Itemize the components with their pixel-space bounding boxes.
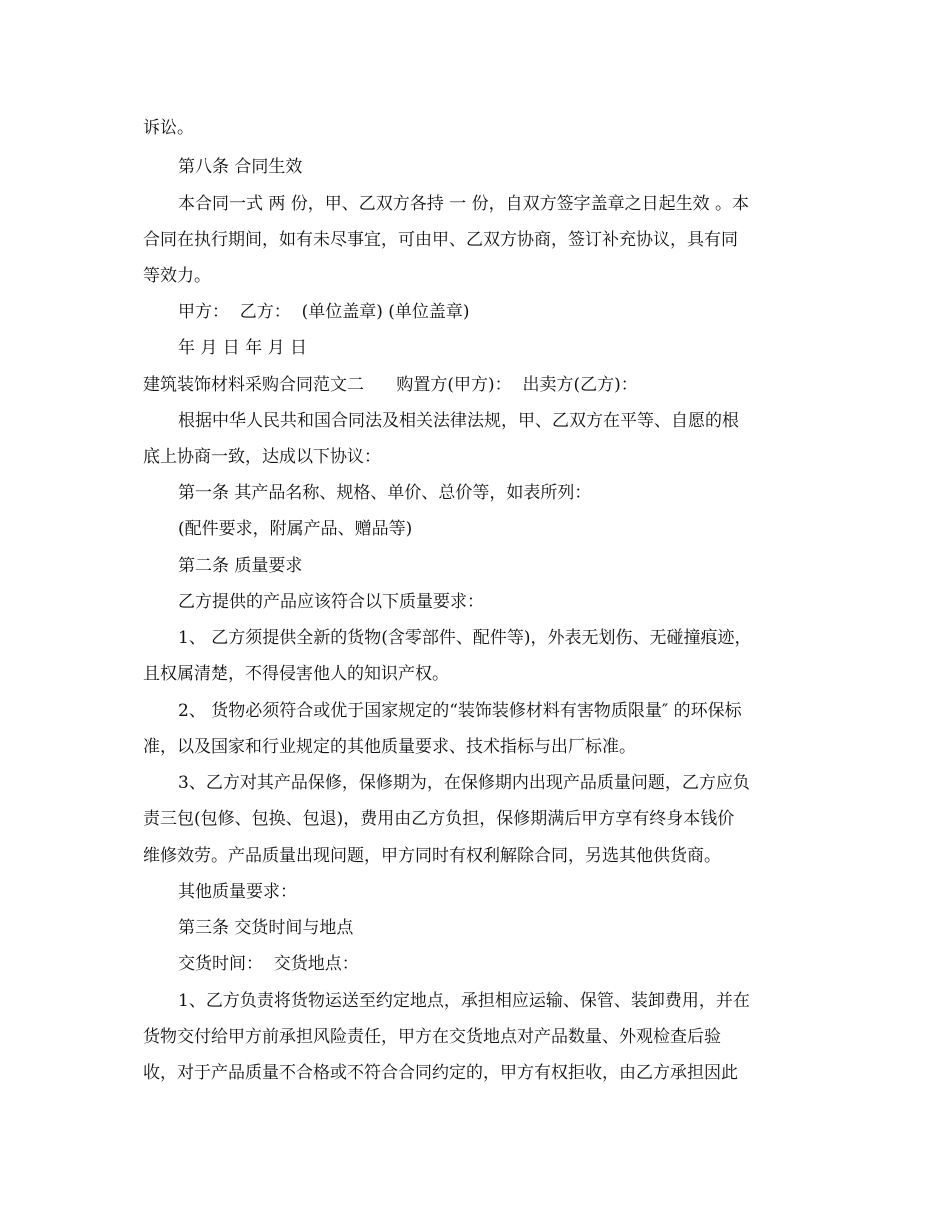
text-line: 且权属清楚，不得侵害他人的知识产权。 — [143, 664, 449, 684]
text-line: 根据中华人民共和国合同法及相关法律法规，甲、乙双方在平等、自愿的根 — [178, 411, 739, 431]
text-line: 维修效劳。产品质量出现问题，甲方同时有权利解除合同，另选其他供货商。 — [143, 846, 721, 866]
text-line: 准，以及国家和行业规定的其他质量要求、技术指标与出厂标准。 — [143, 737, 636, 757]
contract-title: 建筑装饰材料采购合同范文二 购置方(甲方)： 出卖方(乙方)： — [143, 375, 638, 395]
text-line: (配件要求，附属产品、赠品等) — [178, 519, 413, 539]
text-line: 乙方提供的产品应该符合以下质量要求： — [178, 592, 484, 612]
text-line: 合同在执行期间，如有未尽事宜，可由甲、乙双方协商，签订补充协议，具有同 — [143, 230, 738, 250]
text-line: 交货时间： 交货地点： — [178, 954, 359, 974]
text-line: 责三包(包修、包换、包退)，费用由乙方负担，保修期满后甲方享有终身本钱价 — [143, 809, 735, 829]
signature-dates: 年 月 日 年 月 日 — [178, 338, 308, 358]
text-line: 3、乙方对其产品保修，保修期为，在保修期内出现产品质量问题，乙方应负 — [178, 773, 750, 793]
signature-parties: 甲方： 乙方： (单位盖章) (单位盖章) — [178, 302, 470, 322]
text-line: 1、 乙方须提供全新的货物(含零部件、配件等)，外表无划伤、无碰撞痕迹， — [178, 628, 752, 648]
text-line: 其他质量要求： — [178, 882, 297, 902]
text-line: 1、乙方负责将货物运送至约定地点，承担相应运输、保管、装卸费用，并在 — [178, 991, 750, 1011]
text-line: 本合同一式 两 份，甲、乙双方各持 一 份，自双方签字盖章之日起生效 。本 — [178, 194, 750, 214]
section-heading: 第二条 质量要求 — [178, 556, 303, 576]
text-line: 收，对于产品质量不合格或不符合合同约定的，甲方有权拒收，由乙方承担因此 — [143, 1063, 738, 1083]
text-line: 货物交付给甲方前承担风险责任，甲方在交货地点对产品数量、外观检查后验 — [143, 1027, 721, 1047]
text-line: 底上协商一致，达成以下协议： — [143, 447, 381, 467]
section-heading: 第三条 交货时间与地点 — [178, 918, 354, 938]
text-line: 诉讼。 — [143, 118, 194, 138]
text-line: 2、 货物必须符合或优于国家规定的“装饰装修材料有害物质限量″ 的环保标 — [178, 701, 742, 721]
section-heading: 第八条 合同生效 — [178, 157, 303, 177]
section-heading: 第一条 其产品名称、规格、单价、总价等，如表所列： — [178, 483, 592, 503]
text-line: 等效力。 — [143, 266, 211, 286]
